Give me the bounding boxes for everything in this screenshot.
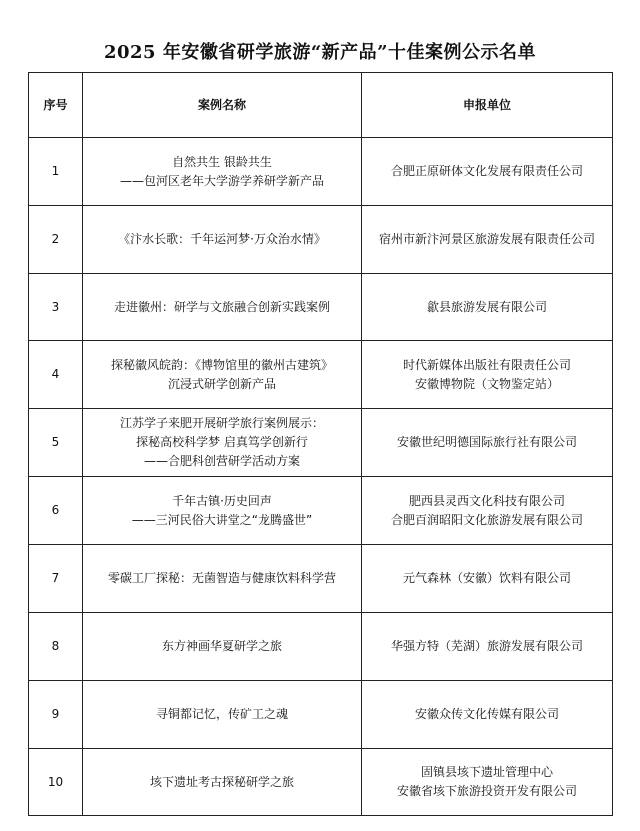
table-row	[29, 681, 613, 749]
applicant-unit-cell	[362, 341, 613, 409]
applicant-unit-cell	[362, 613, 613, 681]
applicant-unit-cell	[362, 749, 613, 816]
table-header-row	[29, 73, 613, 138]
applicant-unit-cell	[362, 138, 613, 206]
case-name-line: 千年古镇·历史回声	[172, 493, 272, 508]
row-number: 8	[29, 613, 83, 681]
case-name-line: 《汴水长歌：千年运河梦·万众治水情》	[118, 232, 326, 246]
header-unit: 申报单位	[362, 73, 613, 138]
applicant-unit-cell	[362, 477, 613, 545]
case-name-cell	[83, 477, 362, 545]
applicant-unit-line: 华强方特（芜湖）旅游发展有限公司	[390, 639, 583, 653]
applicant-unit-cell	[362, 409, 613, 477]
applicant-unit-line: 安徽省垓下旅游投资开发有限公司	[396, 784, 577, 798]
table-row	[29, 409, 613, 477]
header-name: 案例名称	[83, 73, 362, 138]
row-number: 7	[29, 545, 83, 613]
table-row	[29, 477, 613, 545]
case-name-line: 走进徽州：研学与文旅融合创新实践案例	[113, 299, 330, 314]
applicant-unit-line: 元气森林（安徽）饮料有限公司	[402, 571, 571, 585]
applicant-unit-line: 合肥百润昭阳文化旅游发展有限公司	[390, 512, 583, 527]
applicant-unit-line: 安徽众传文化传媒有限公司	[414, 707, 559, 721]
applicant-unit-line: 合肥正原研体文化发展有限责任公司	[390, 164, 583, 178]
case-list-table	[28, 72, 613, 816]
applicant-unit-cell	[362, 206, 613, 274]
applicant-unit-line: 宿州市新汴河景区旅游发展有限责任公司	[378, 232, 595, 246]
applicant-unit-cell	[362, 681, 613, 749]
case-name-line: 寻铜都记忆，传矿工之魂	[155, 707, 288, 721]
applicant-unit-line: 肥西县灵西文化科技有限公司	[408, 493, 565, 508]
row-number: 4	[29, 341, 83, 409]
applicant-unit-cell	[362, 545, 613, 613]
applicant-unit-line: 安徽世纪明德国际旅行社有限公司	[396, 435, 577, 449]
case-name-line: ——三河民俗大讲堂之“龙腾盛世”	[131, 512, 313, 527]
row-number: 6	[29, 477, 83, 545]
table-row	[29, 138, 613, 206]
case-name-cell	[83, 613, 362, 681]
case-name-cell	[83, 274, 362, 341]
case-name-cell	[83, 138, 362, 206]
case-name-line: 探秘高校科学梦 启真笃学创新行	[136, 435, 308, 449]
case-name-cell	[83, 341, 362, 409]
row-number: 9	[29, 681, 83, 749]
table-row	[29, 274, 613, 341]
page-title: 2025 年安徽省研学旅游“新产品”十佳案例公示名单	[103, 42, 537, 63]
case-name-cell	[83, 409, 362, 477]
case-name-line: ——包河区老年大学游学养研学新产品	[119, 173, 324, 188]
applicant-unit-line: 歙县旅游发展有限公司	[426, 299, 547, 314]
case-name-line: 东方神画华夏研学之旅	[161, 639, 282, 653]
row-number: 5	[29, 409, 83, 477]
applicant-unit-line: 固镇县垓下遗址管理中心	[420, 765, 553, 779]
table-row	[29, 206, 613, 274]
case-name-cell	[83, 681, 362, 749]
applicant-unit-line: 安徽博物院（文物鉴定站）	[414, 376, 559, 391]
case-name-line: 探秘徽风皖韵：《博物馆里的徽州古建筑》	[110, 357, 333, 372]
case-name-line: 自然共生 银龄共生	[172, 154, 272, 169]
applicant-unit-cell	[362, 274, 613, 341]
case-name-cell	[83, 206, 362, 274]
case-name-line: ——合肥科创营研学活动方案	[143, 454, 300, 468]
case-name-cell	[83, 545, 362, 613]
row-number: 10	[29, 749, 83, 816]
row-number: 1	[29, 138, 83, 206]
applicant-unit-line: 时代新媒体出版社有限责任公司	[402, 357, 571, 372]
case-name-line: 江苏学子来肥开展研学旅行案例展示：	[119, 416, 324, 430]
row-number: 2	[29, 206, 83, 274]
table-row	[29, 341, 613, 409]
row-number: 3	[29, 274, 83, 341]
case-name-line: 沉浸式研学创新产品	[167, 376, 276, 391]
table-row	[29, 545, 613, 613]
table-row	[29, 613, 613, 681]
case-name-line: 垓下遗址考古探秘研学之旅	[149, 774, 294, 789]
case-name-cell	[83, 749, 362, 816]
table-row	[29, 749, 613, 816]
case-name-line: 零碳工厂探秘：无菌智造与健康饮料科学营	[107, 571, 336, 585]
header-no: 序号	[29, 73, 83, 138]
